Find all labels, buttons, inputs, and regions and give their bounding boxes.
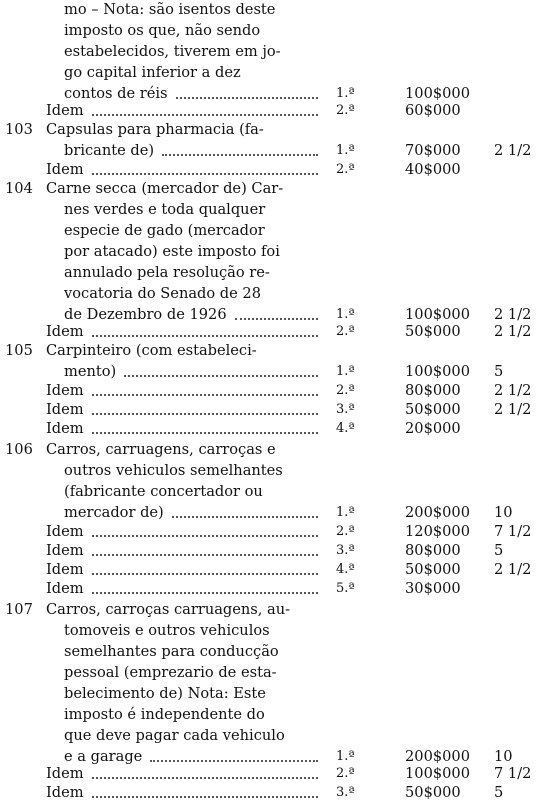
dotted-leader <box>92 413 318 415</box>
tax-value: 50$000 <box>405 323 461 340</box>
tax-value: 50$000 <box>405 401 461 418</box>
tax-rate: 10 <box>494 748 513 765</box>
class-grade: 4.ª <box>336 562 355 577</box>
item-description: outros vehiculos semelhantes <box>64 462 283 479</box>
class-grade: 2.ª <box>336 103 355 118</box>
tax-table-row <box>0 363 550 381</box>
tax-rate: 7 1/2 <box>494 523 532 540</box>
item-description: por atacado) este imposto foi <box>64 243 280 260</box>
dotted-leader <box>235 318 318 320</box>
item-description: vocatoria do Senado de 28 <box>64 285 261 302</box>
tax-table-row <box>0 706 550 724</box>
tax-value: 60$000 <box>405 102 461 119</box>
item-description: mento) <box>64 363 117 380</box>
dotted-leader <box>92 796 318 798</box>
tax-table-row <box>0 43 550 61</box>
tax-table-row <box>0 264 550 282</box>
tax-value: 30$000 <box>405 580 461 597</box>
tax-rate: 2 1/2 <box>494 306 532 323</box>
dotted-leader <box>92 394 318 396</box>
tax-table-row <box>0 601 550 619</box>
item-description: (fabricante concertador ou <box>64 483 263 500</box>
class-grade: 2.ª <box>336 524 355 539</box>
item-description: mercador de) <box>64 504 164 521</box>
item-description: contos de réis <box>64 85 168 102</box>
item-description: Idem <box>46 382 84 399</box>
tax-table-row <box>0 420 550 438</box>
item-description: imposto é independente do <box>64 706 265 723</box>
tax-table-row <box>0 622 550 640</box>
tax-value: 100$000 <box>405 363 470 380</box>
dotted-leader <box>172 516 318 518</box>
tax-table-row <box>0 22 550 40</box>
item-description: Carros, carruagens, carroças e <box>46 441 276 458</box>
tax-rate: 2 1/2 <box>494 142 532 159</box>
tax-table-row <box>0 180 550 198</box>
tax-table-row <box>0 161 550 179</box>
dotted-leader <box>162 154 318 156</box>
tax-table-row <box>0 664 550 682</box>
item-description: Idem <box>46 542 84 559</box>
tax-rate: 2 1/2 <box>494 382 532 399</box>
dotted-leader <box>92 573 318 575</box>
item-description: semelhantes para conducção <box>64 643 279 660</box>
dotted-leader <box>124 375 318 377</box>
item-description: Idem <box>46 765 84 782</box>
class-grade: 1.ª <box>336 505 355 520</box>
tax-table-row <box>0 542 550 560</box>
item-description: Idem <box>46 580 84 597</box>
tax-value: 100$000 <box>405 85 470 102</box>
item-description: pessoal (emprezario de esta- <box>64 664 277 681</box>
tax-table-row <box>0 580 550 598</box>
tax-table-row <box>0 306 550 324</box>
item-description: belecimento de) Nota: Este <box>64 685 266 702</box>
tax-rate: 2 1/2 <box>494 401 532 418</box>
class-grade: 2.ª <box>336 162 355 177</box>
tax-table-row <box>0 784 550 802</box>
tax-value: 80$000 <box>405 542 461 559</box>
tax-table-row <box>0 504 550 522</box>
item-description: annulado pela resolução re- <box>64 264 270 281</box>
class-grade: 3.ª <box>336 402 355 417</box>
item-description: especie de gado (mercador <box>64 222 265 239</box>
class-grade: 1.ª <box>336 307 355 322</box>
item-description: nes verdes e toda qualquer <box>64 201 266 218</box>
dotted-leader <box>92 335 318 337</box>
class-grade: 5.ª <box>336 581 355 596</box>
item-number: 105 <box>5 342 33 359</box>
class-grade: 3.ª <box>336 543 355 558</box>
class-grade: 2.ª <box>336 324 355 339</box>
dotted-leader <box>92 432 318 434</box>
item-description: Idem <box>46 401 84 418</box>
item-number: 106 <box>5 441 33 458</box>
tax-value: 40$000 <box>405 161 461 178</box>
tax-value: 100$000 <box>405 765 470 782</box>
item-description: Idem <box>46 161 84 178</box>
class-grade: 1.ª <box>336 86 355 101</box>
dotted-leader <box>176 97 318 99</box>
item-description: Idem <box>46 523 84 540</box>
tax-table-row <box>0 323 550 341</box>
tax-table-row <box>0 401 550 419</box>
dotted-leader <box>92 777 318 779</box>
class-grade: 3.ª <box>336 785 355 800</box>
item-description: de Dezembro de 1926 <box>64 306 227 323</box>
tax-value: 70$000 <box>405 142 461 159</box>
tax-rate: 5 <box>494 784 504 801</box>
item-description: Idem <box>46 420 84 437</box>
item-description: Capsulas para pharmacia (fa- <box>46 121 264 138</box>
item-description: mo – Nota: são isentos deste <box>64 1 276 18</box>
item-description: Idem <box>46 784 84 801</box>
class-grade: 4.ª <box>336 421 355 436</box>
tax-rate: 5 <box>494 542 504 559</box>
tax-value: 50$000 <box>405 784 461 801</box>
tax-table-row <box>0 483 550 501</box>
item-number: 104 <box>5 180 33 197</box>
tax-table-row <box>0 382 550 400</box>
tax-rate: 2 1/2 <box>494 323 532 340</box>
item-description: e a garage <box>64 748 143 765</box>
tax-table-row <box>0 643 550 661</box>
tax-table-row <box>0 561 550 579</box>
item-description: Carros, carroças carruagens, au- <box>46 601 291 618</box>
class-grade: 1.ª <box>336 364 355 379</box>
tax-value: 80$000 <box>405 382 461 399</box>
tax-table-row <box>0 441 550 459</box>
tax-table-row <box>0 462 550 480</box>
tax-value: 120$000 <box>405 523 470 540</box>
dotted-leader <box>92 554 318 556</box>
tax-table-row <box>0 102 550 120</box>
item-description: imposto os que, não sendo <box>64 22 261 39</box>
tax-table-row <box>0 342 550 360</box>
tax-value: 200$000 <box>405 504 470 521</box>
tax-table-row <box>0 85 550 103</box>
item-description: Carpinteiro (com estabeleci- <box>46 342 257 359</box>
dotted-leader <box>92 114 318 116</box>
dotted-leader <box>92 173 318 175</box>
tax-table-row <box>0 201 550 219</box>
tax-table-row <box>0 285 550 303</box>
tax-value: 100$000 <box>405 306 470 323</box>
tax-table-row <box>0 685 550 703</box>
dotted-leader <box>150 760 318 762</box>
item-description: Carne secca (mercador de) Car- <box>46 180 284 197</box>
tax-table-row <box>0 243 550 261</box>
class-grade: 2.ª <box>336 383 355 398</box>
class-grade: 1.ª <box>336 749 355 764</box>
tax-table-row <box>0 1 550 19</box>
item-number: 103 <box>5 121 33 138</box>
tax-rate: 5 <box>494 363 504 380</box>
tax-value: 200$000 <box>405 748 470 765</box>
class-grade: 1.ª <box>336 143 355 158</box>
tax-value: 20$000 <box>405 420 461 437</box>
tax-table-row <box>0 142 550 160</box>
tax-rate: 2 1/2 <box>494 561 532 578</box>
tax-value: 50$000 <box>405 561 461 578</box>
tax-table-row <box>0 523 550 541</box>
tax-table-row <box>0 64 550 82</box>
tax-table-row <box>0 727 550 745</box>
item-description: Idem <box>46 561 84 578</box>
tax-table-row <box>0 748 550 766</box>
tax-table-row <box>0 121 550 139</box>
tax-rate: 7 1/2 <box>494 765 532 782</box>
item-description: tomoveis e outros vehiculos <box>64 622 270 639</box>
class-grade: 2.ª <box>336 766 355 781</box>
tax-table-row <box>0 222 550 240</box>
item-number: 107 <box>5 601 33 618</box>
tax-table-row <box>0 765 550 783</box>
item-description: Idem <box>46 102 84 119</box>
item-description: que deve pagar cada vehiculo <box>64 727 285 744</box>
dotted-leader <box>92 592 318 594</box>
item-description: estabelecidos, tiverem em jo- <box>64 43 281 60</box>
item-description: Idem <box>46 323 84 340</box>
dotted-leader <box>92 535 318 537</box>
item-description: go capital inferior a dez <box>64 64 241 81</box>
tax-rate: 10 <box>494 504 513 521</box>
item-description: bricante de) <box>64 142 155 159</box>
